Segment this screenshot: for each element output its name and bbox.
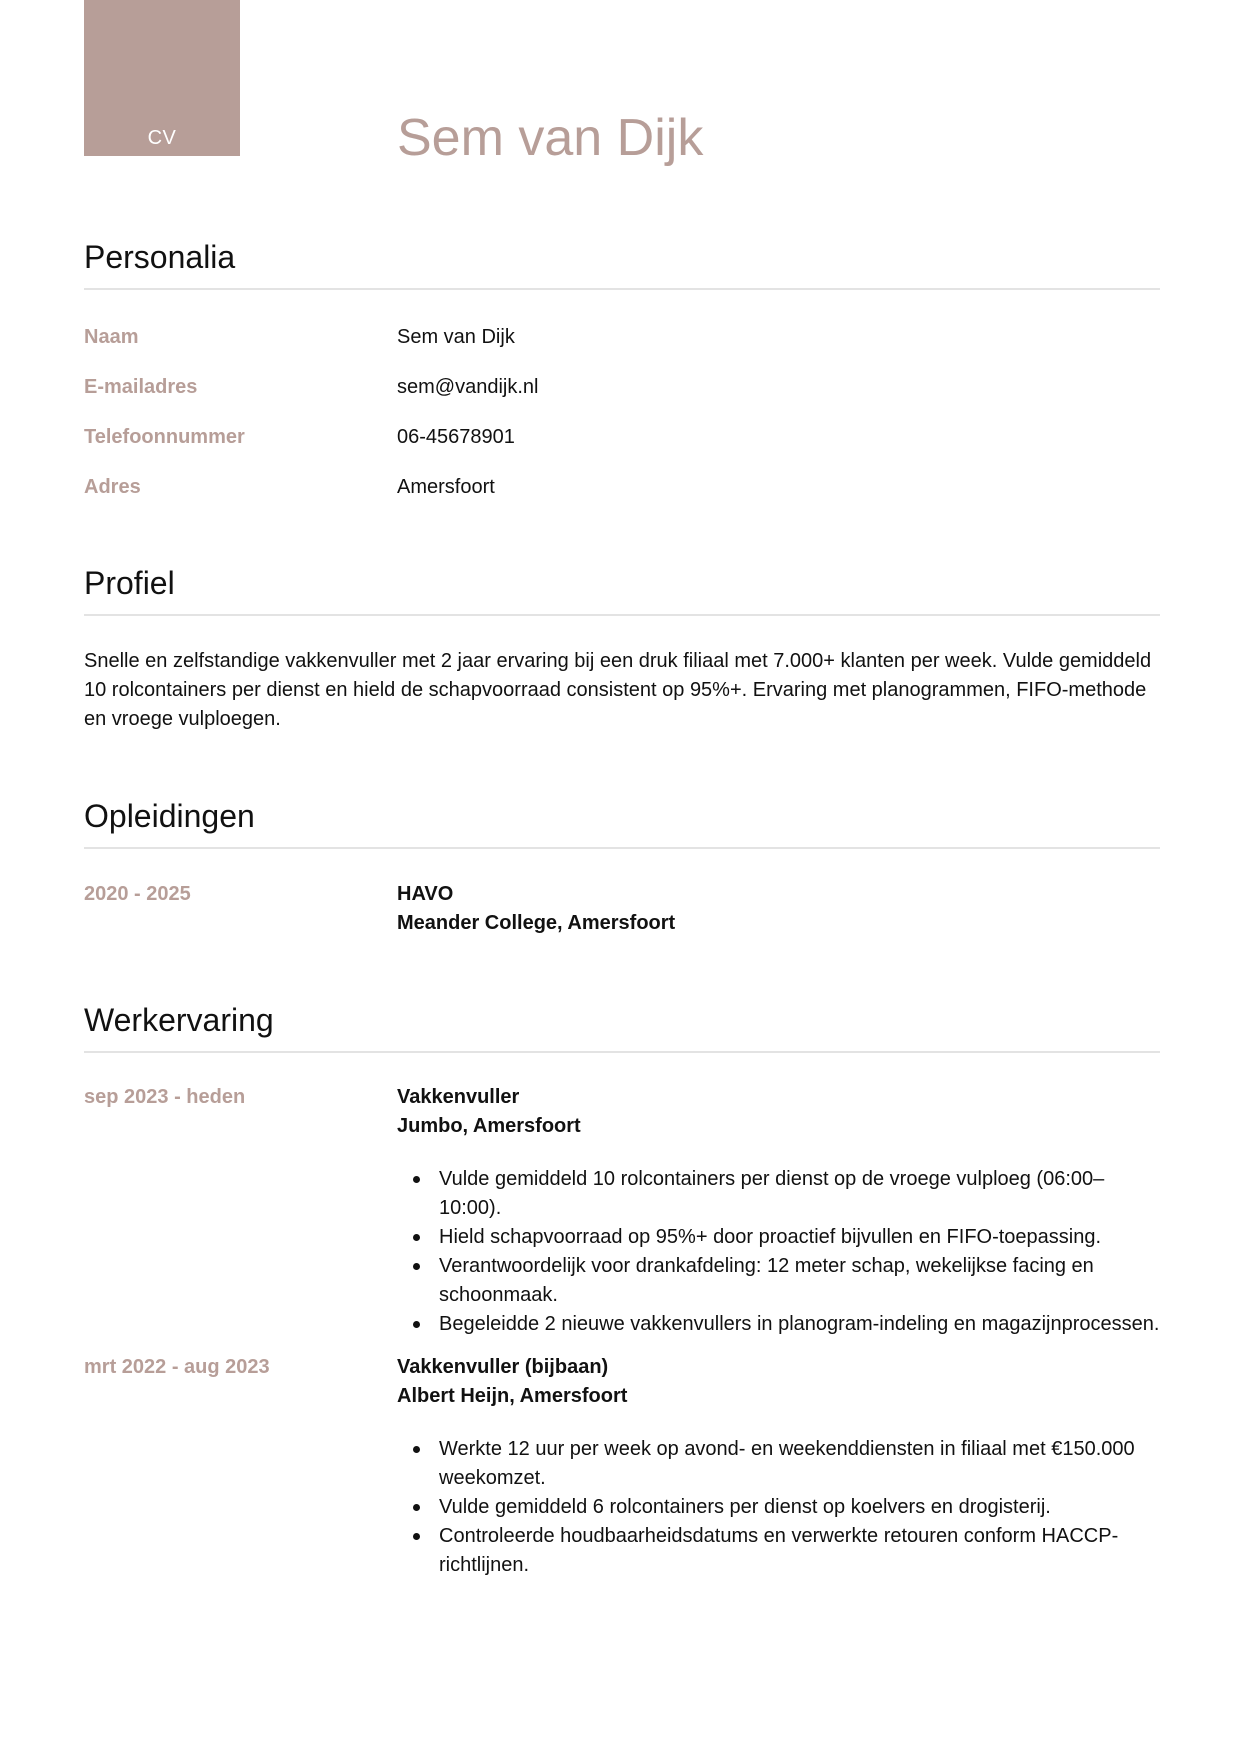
personalia-value: Sem van Dijk [397,326,515,348]
entry-title: Vakkenvuller [397,1086,520,1108]
personalia-row-telefoon [84,423,1160,473]
entry-date: mrt 2022 - aug 2023 [84,1356,270,1378]
entry-body [397,1353,1160,1580]
personalia-key: Telefoonnummer [84,426,245,448]
entry-body [397,1083,1160,1339]
personalia-row-adres [84,473,1160,523]
entry-organization: Albert Heijn, Amersfoort [397,1385,628,1407]
entry-title: Vakkenvuller (bijbaan) [397,1356,609,1378]
education-entry [84,880,1160,938]
personalia-key: Naam [84,326,139,348]
photo-label: CV [147,127,177,149]
entry-date: 2020 - 2025 [84,883,191,905]
entry-body [397,880,1160,938]
personalia-value: 06-45678901 [397,426,515,448]
work-entry [84,1353,1160,1580]
list-item: Verantwoordelijk voor drankafdeling: 12 meter schap, wekelijkse facing en schoonmaak. [439,1252,1160,1310]
list-item: Begeleidde 2 nieuwe vakkenvullers in planogram-indeling en magazijnprocessen. [439,1310,1160,1339]
personalia-key: Adres [84,476,141,498]
profile-photo-placeholder [84,0,240,156]
work-entry [84,1083,1160,1339]
section-opleidingen [84,797,1160,938]
list-item: Hield schapvoorraad op 95%+ door proactief bijvullen en FIFO-toepassing. [439,1223,1160,1252]
list-item: Controleerde houdbaarheidsdatums en verwerkte retouren conform HACCP-richtlijnen. [439,1522,1160,1580]
entry-organization: Jumbo, Amersfoort [397,1115,581,1137]
personalia-row-naam [84,323,1160,373]
entry-bullet-list [397,1165,1160,1339]
entry-bullet-list [397,1435,1160,1580]
section-heading-werkervaring: Werkervaring [84,1002,274,1038]
personalia-value: Amersfoort [397,476,495,498]
section-werkervaring [84,1001,1160,1580]
entry-title: HAVO [397,883,454,905]
profile-text: Snelle en zelfstandige vakkenvuller met 2 jaar ervaring bij een druk filiaal met 7.000+ klanten per week. Vulde gemiddeld 10 rolcontainers per dienst en hield de schapvoorraad consistent op 95%+. Ervaring met planogrammen, FIFO-methode en vroege vulploegen. [84,650,1152,730]
section-profiel [84,564,1160,734]
personalia-key: E-mailadres [84,376,198,398]
personalia-value: sem@vandijk.nl [397,376,539,398]
section-personalia [84,238,1160,523]
entry-organization: Meander College, Amersfoort [397,912,676,934]
entry-date: sep 2023 - heden [84,1086,246,1108]
list-item: Vulde gemiddeld 6 rolcontainers per dienst op koelvers en drogisterij. [439,1493,1160,1522]
section-heading-personalia: Personalia [84,239,236,275]
page-title: Sem van Dijk [397,109,704,167]
personalia-row-email [84,373,1160,423]
section-heading-profiel: Profiel [84,565,175,601]
list-item: Vulde gemiddeld 10 rolcontainers per dienst op de vroege vulploeg (06:00–10:00). [439,1165,1160,1223]
section-heading-opleidingen: Opleidingen [84,798,255,834]
list-item: Werkte 12 uur per week op avond- en weekenddiensten in filiaal met €150.000 weekomzet. [439,1435,1160,1493]
